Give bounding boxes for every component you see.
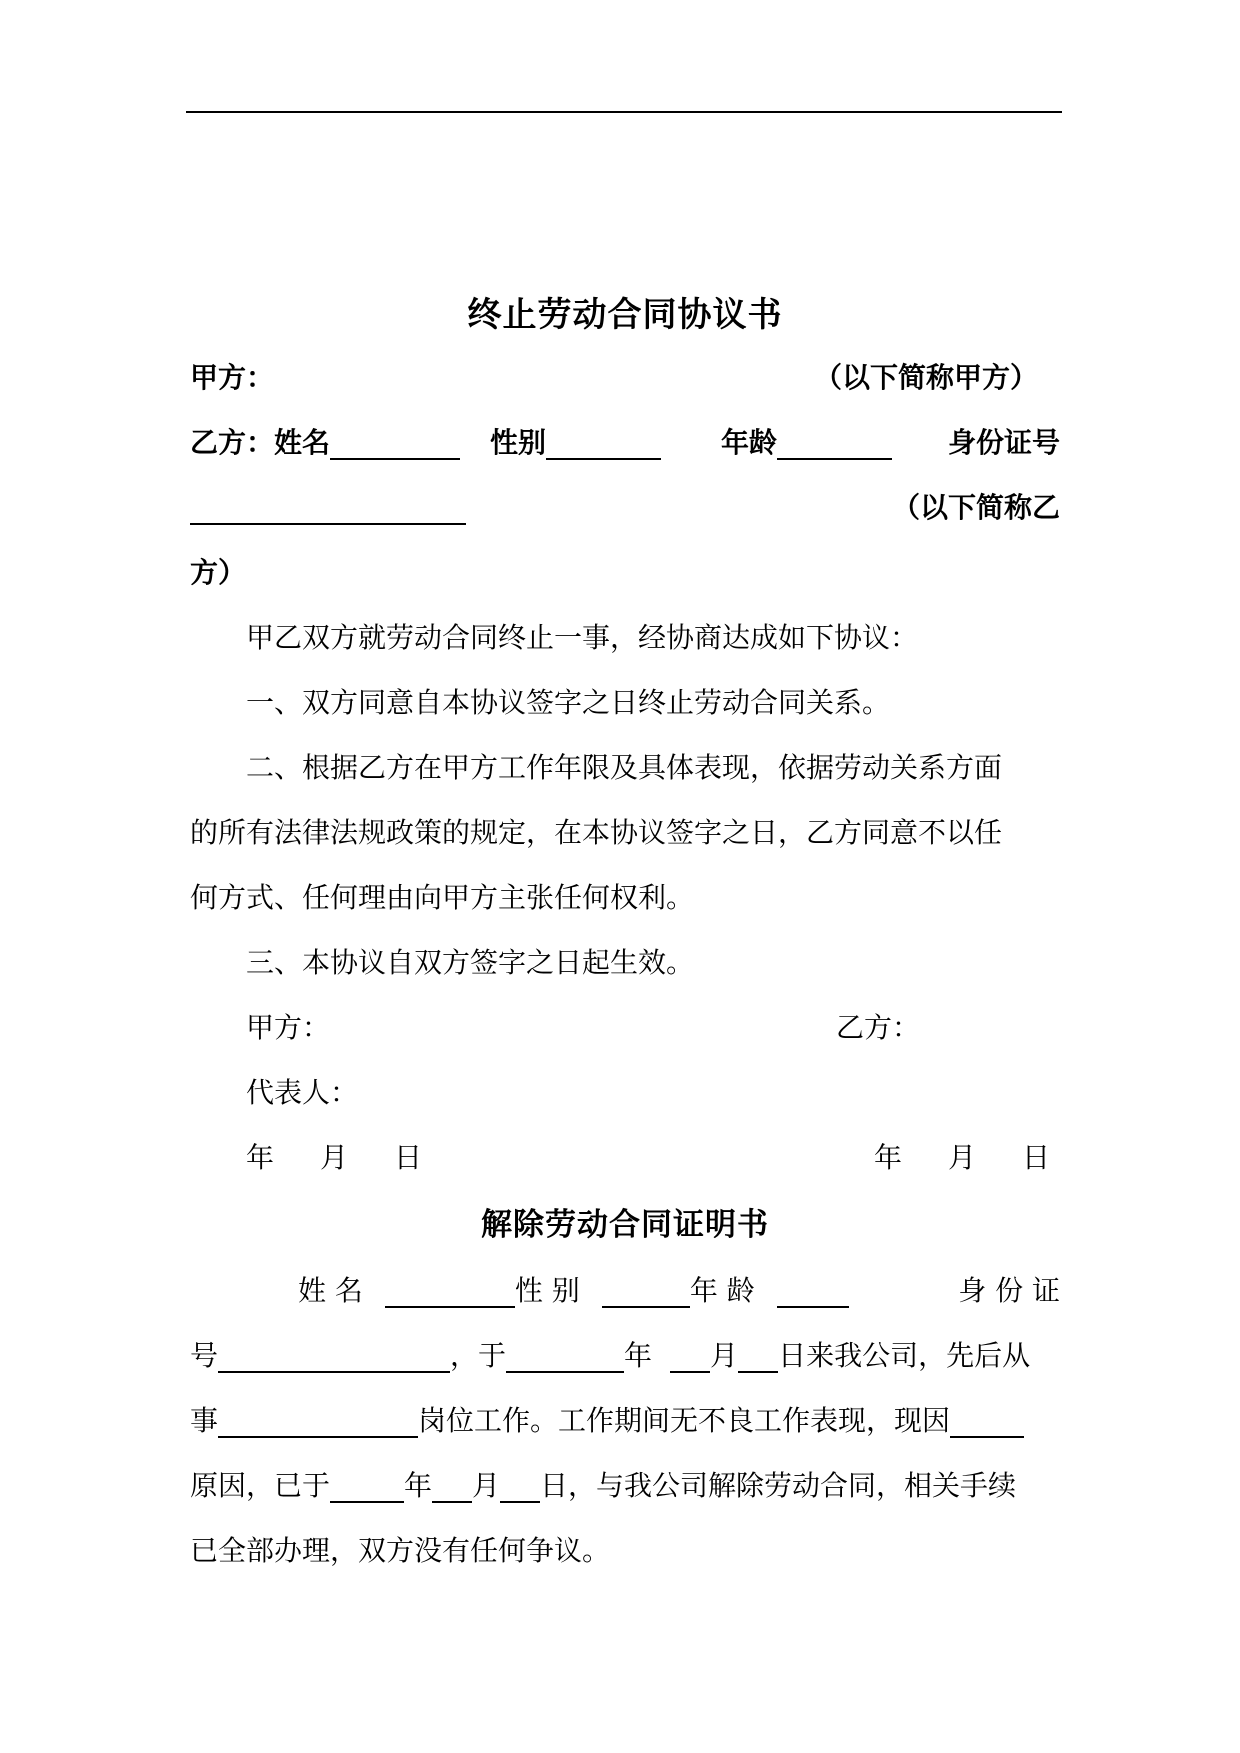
signature-line [190,995,1060,1060]
cert-line-2 [190,1323,1060,1388]
cert-end-month: 月 [472,1469,501,1502]
party-b-suffix-line [190,540,1060,605]
date-line [190,1125,1060,1190]
cert-end-year: 年 [404,1469,433,1502]
cert-join-day-blank[interactable] [738,1331,778,1373]
section-title: 解除劳动合同证明书 [481,1207,769,1243]
page-title: 终止劳动合同协议书 [467,295,783,335]
party-a-suffix: （以下简称甲方） [813,361,1038,394]
gender-blank[interactable] [546,418,661,460]
cert-at-label: ，于 [450,1339,507,1372]
cert-line-5: 已全部办理，双方没有任何争议。 [190,1534,611,1567]
cert-post-blank[interactable] [218,1396,418,1438]
cert-name-label: 姓 名 [298,1274,363,1307]
sign-party-b: 乙方： [835,1011,920,1044]
cert-terminate-text: 日，与我公司解除劳动合同，相关手续 [540,1469,1017,1502]
party-b-label: 乙方：姓名 [190,426,331,459]
age-label: 年龄 [721,426,778,459]
date-a-year: 年 [246,1141,275,1174]
date-b-day: 日 [1021,1141,1050,1174]
cert-reason-blank[interactable] [950,1396,1024,1438]
party-a-label: 甲方： [190,361,275,394]
cert-reason: 原因，已于 [190,1469,331,1502]
cert-line-3 [190,1388,1060,1453]
cert-gender-blank[interactable] [602,1266,690,1308]
representative-line: 代表人： [246,1076,359,1109]
date-a-day: 日 [394,1141,423,1174]
cert-end-day-blank[interactable] [500,1461,540,1503]
cert-join-month-blank[interactable] [670,1331,710,1373]
party-b-line [190,410,1060,475]
cert-id-label-2: 号 [190,1339,219,1372]
cert-join-year: 年 [624,1339,653,1372]
party-b-suffix-2: 方） [190,556,247,589]
cert-name-blank[interactable] [385,1266,515,1308]
date-b-year: 年 [873,1141,902,1174]
clause-2-line-1: 二、根据乙方在甲方工作年限及具体表现，依据劳动关系方面 [246,751,1003,784]
age-blank[interactable] [777,418,892,460]
cert-line-1 [190,1258,1060,1323]
header-rule [186,111,1062,113]
cert-age-blank[interactable] [777,1266,849,1308]
cert-id-blank[interactable] [218,1331,450,1373]
id-blank[interactable] [190,483,466,525]
cert-join-month: 月 [710,1339,739,1372]
cert-post-text: 岗位工作。工作期间无不良工作表现，现因 [418,1404,951,1437]
date-b [874,1125,1050,1190]
clause-2-line-2: 的所有法律法规政策的规定，在本协议签字之日，乙方同意不以任 [190,816,1003,849]
cert-join-text: 日来我公司，先后从 [778,1339,1031,1372]
party-b-suffix-1: （以下简称乙 [891,491,1060,524]
id-line [190,475,1060,540]
cert-line-4 [190,1453,1060,1518]
sign-party-a: 甲方： [246,1011,331,1044]
clause-1: 一、双方同意自本协议签字之日终止劳动合同关系。 [246,686,891,719]
document-page [190,285,1060,1583]
gender-label: 性别 [490,426,547,459]
cert-engage: 事 [190,1404,219,1437]
name-blank[interactable] [330,418,460,460]
clause-2-line-3: 何方式、任何理由向甲方主张任何权利。 [190,881,695,914]
cert-join-year-blank[interactable] [506,1331,624,1373]
cert-end-month-blank[interactable] [432,1461,472,1503]
party-a-line [190,345,1060,410]
id-label: 身份证号 [947,426,1060,459]
cert-age-label: 年 龄 [689,1274,755,1307]
clause-3: 三、本协议自双方签字之日起生效。 [246,946,695,979]
cert-gender-label: 性 别 [514,1274,580,1307]
date-a-month: 月 [320,1141,349,1174]
cert-end-year-blank[interactable] [330,1461,404,1503]
date-b-month: 月 [947,1141,976,1174]
cert-id-label-1: 身 份 证 [958,1274,1060,1307]
intro-line: 甲乙双方就劳动合同终止一事，经协商达成如下协议： [246,621,919,654]
date-a [246,1125,422,1190]
